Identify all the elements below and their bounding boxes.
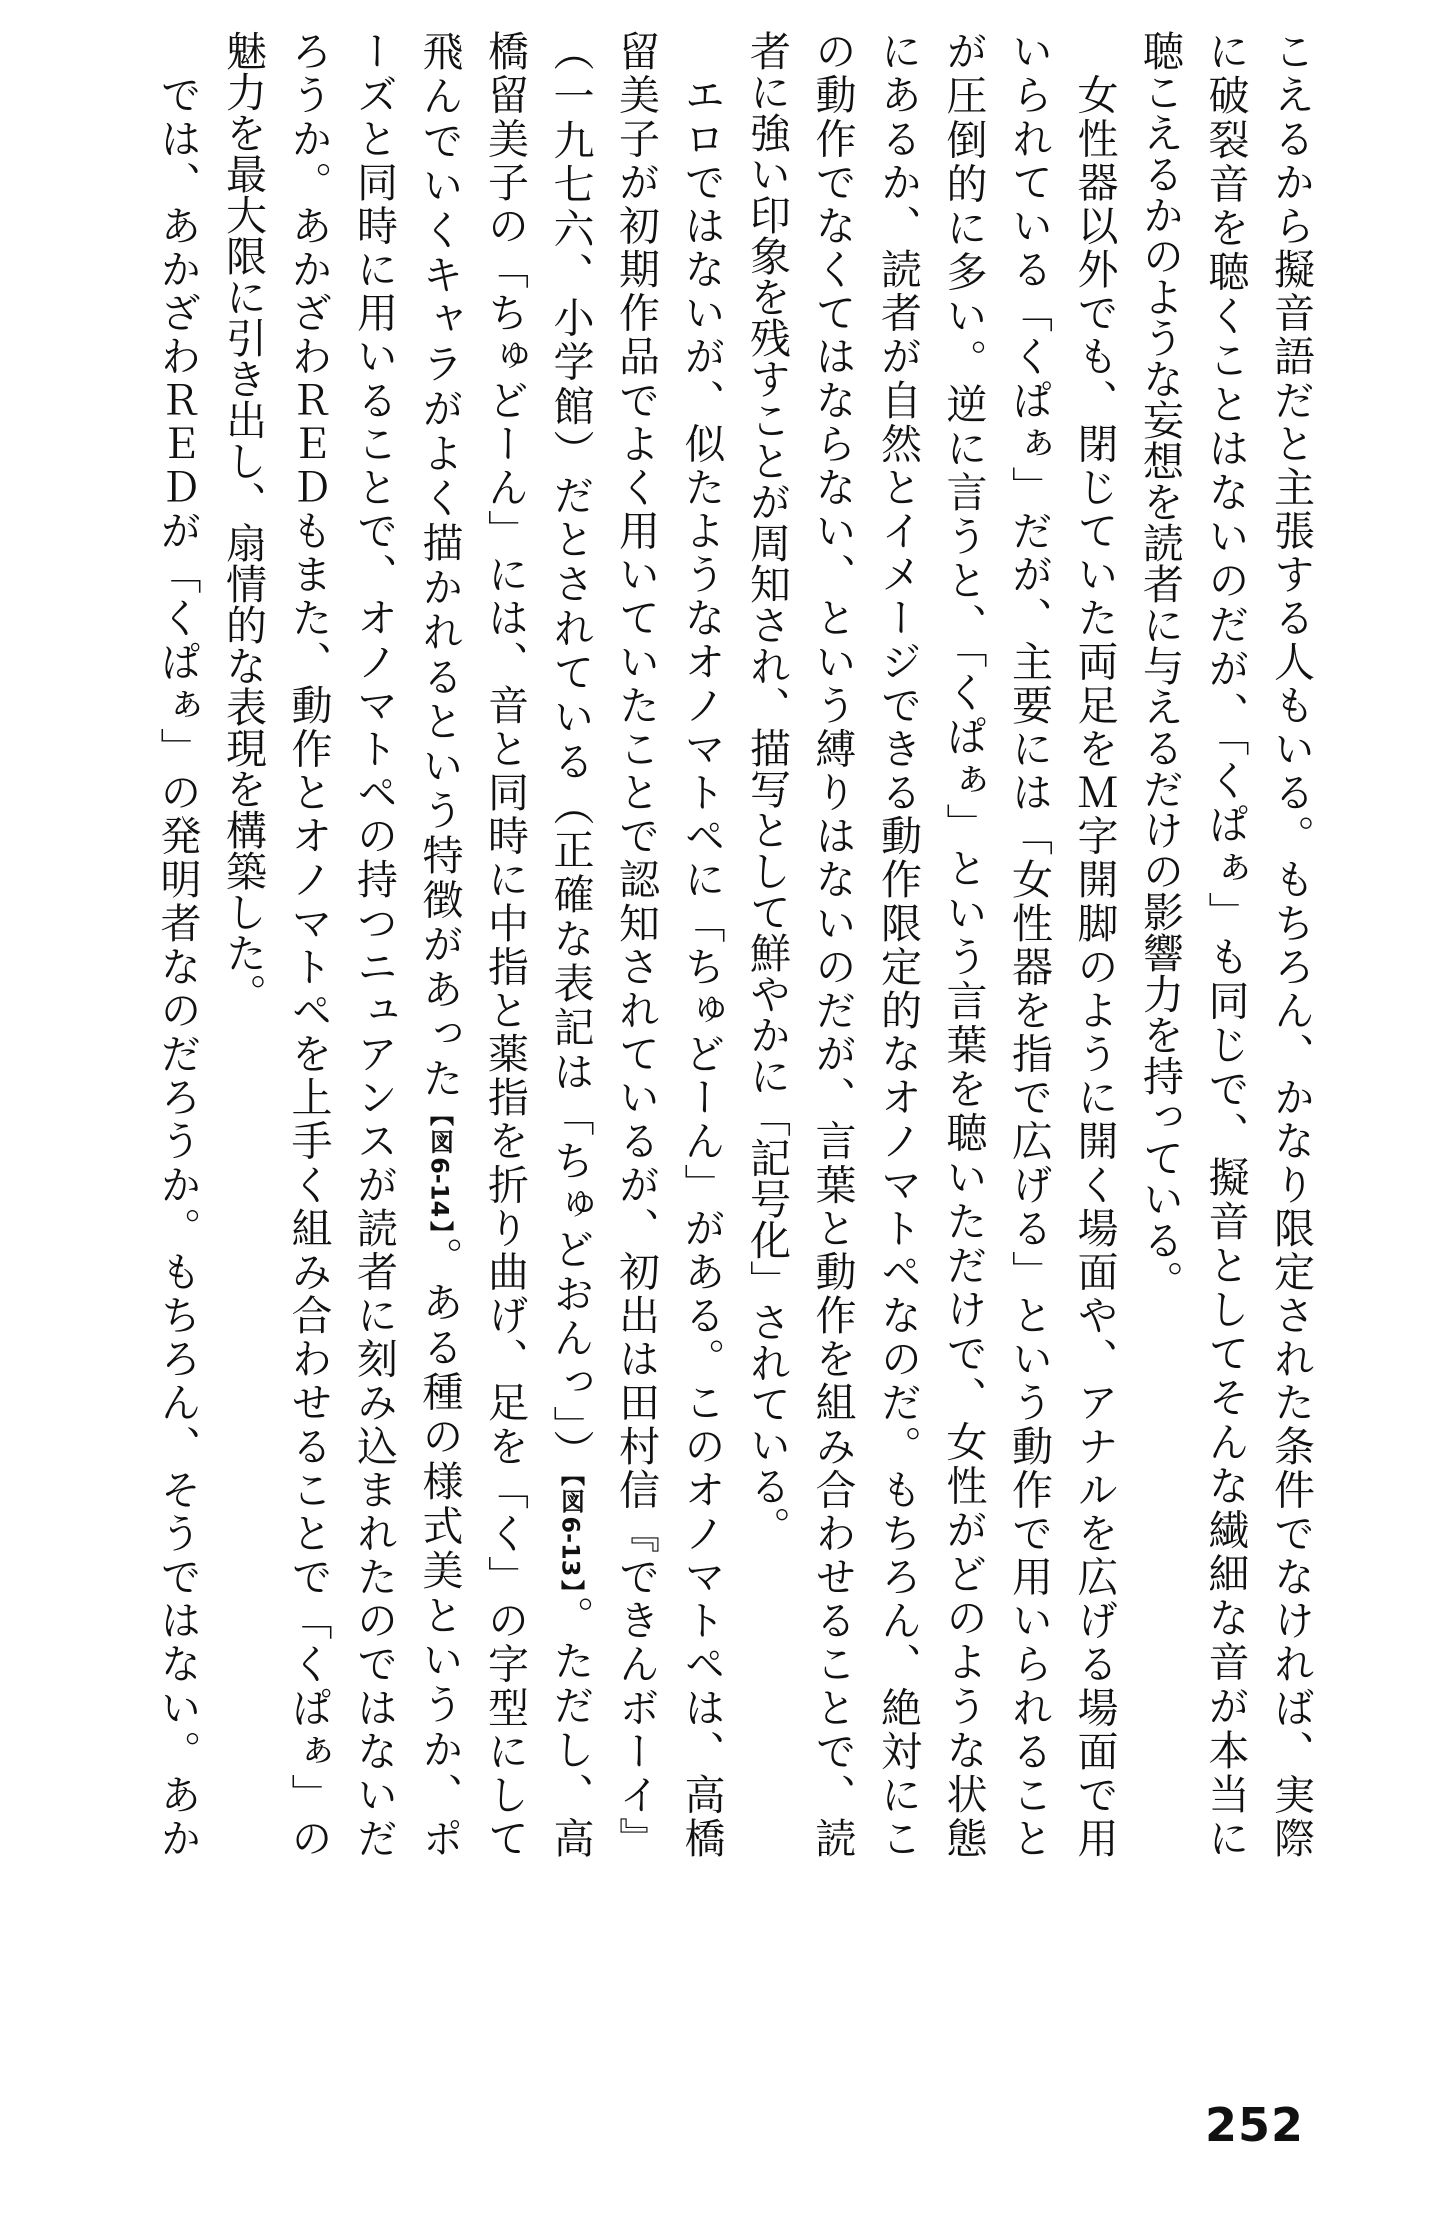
- text-column: [996, 30, 1062, 1858]
- text-segment: 聴こえるかのような妄想を読者に与えるだけの影響力を持っている。: [1136, 30, 1184, 1301]
- text-column: [275, 30, 341, 1858]
- figure-reference: 【図6-13】: [556, 1473, 585, 1596]
- text-segment: いられている「くぱぁ」だが、主要には「女性器を指で広げる」という動作で用いられること: [1005, 30, 1053, 1858]
- text-segment: 魅力を最大限に引き出し、扇情的な表現を構築した。: [219, 30, 267, 1014]
- text-column: [734, 30, 800, 1858]
- text-segment: の動作でなくてはならない、という縛りはないのだが、言葉と動作を組み合わせることで、読: [808, 30, 857, 1858]
- text-segment: エロではないが、似たようなオノマトペに「ちゅどーん」がある。このオノマトペは、高橋: [677, 30, 726, 1858]
- text-segment: にあるか、読者が自然とイメージできる動作限定的なオノマトペなのだ。もちろん、絶対にこ: [874, 30, 922, 1858]
- text-segment: こえるから擬音語だと主張する人もいる。もちろん、かなり限定された条件でなければ、実際: [1267, 30, 1315, 1858]
- text-column: [865, 30, 931, 1858]
- text-column: [210, 30, 276, 1858]
- text-column: [537, 30, 603, 1858]
- text-column: [1258, 30, 1324, 1858]
- text-segment: ーズと同時に用いることで、オノマトペの持つニュアンスが読者に刻み込まれたのではないだ: [350, 30, 398, 1858]
- text-segment: 橋留美子の「ちゅどーん」には、音と同時に中指と薬指を折り曲げ、足を「く」の字型にして: [481, 30, 529, 1858]
- text-segment: （一九七六、小学館）だとされている（正確な表記は「ちゅどおんっ」）: [546, 30, 595, 1474]
- text-column: [1061, 30, 1127, 1858]
- text-column: [144, 30, 210, 1858]
- figure-reference: 【図6-14】: [425, 1101, 454, 1237]
- text-segment: に破裂音を聴くことはないのだが、「くぱぁ」も同じで、擬音としてそんな繊細な音が本当に: [1201, 30, 1250, 1858]
- text-segment: 飛んでいくキャラがよく描かれるという特徴があった: [415, 30, 464, 1102]
- text-column: [799, 30, 865, 1858]
- text-column: [472, 30, 538, 1858]
- text-segment: 女性器以外でも、閉じていた両足をＭ字開脚のように開く場面や、アナルを広げる場面で用: [1070, 30, 1119, 1858]
- text-column: [1127, 30, 1193, 1858]
- text-segment: 。ただし、高: [546, 1595, 595, 1859]
- text-segment: 者に強い印象を残すことが周知され、描写として鮮やかに「記号化」されている。: [743, 30, 791, 1547]
- text-column: [930, 30, 996, 1858]
- page-number: 252: [1205, 2098, 1305, 2152]
- text-segment: 留美子が初期作品でよく用いていたことで認知されているが、初出は田村信『できんボーイ』: [612, 30, 660, 1858]
- text-segment: が圧倒的に多い。逆に言うと、「くぱぁ」という言葉を聴いただけで、女性がどのような状態: [939, 30, 988, 1858]
- text-segment: 。ある種の様式美というか、ポ: [415, 1236, 464, 1859]
- text-column: [603, 30, 669, 1858]
- body-text: [144, 30, 1323, 1858]
- text-segment: ろうか。あかざわＲＥＤもまた、動作とオノマトペを上手く組み合わせることで「くぱぁ」の: [284, 30, 333, 1858]
- text-column: [406, 30, 472, 1858]
- text-column: [341, 30, 407, 1858]
- text-column: [668, 30, 734, 1858]
- text-segment: では、あかざわＲＥＤが「くぱぁ」の発明者なのだろうか。もちろん、そうではない。あか: [153, 30, 202, 1858]
- text-column: [1192, 30, 1258, 1858]
